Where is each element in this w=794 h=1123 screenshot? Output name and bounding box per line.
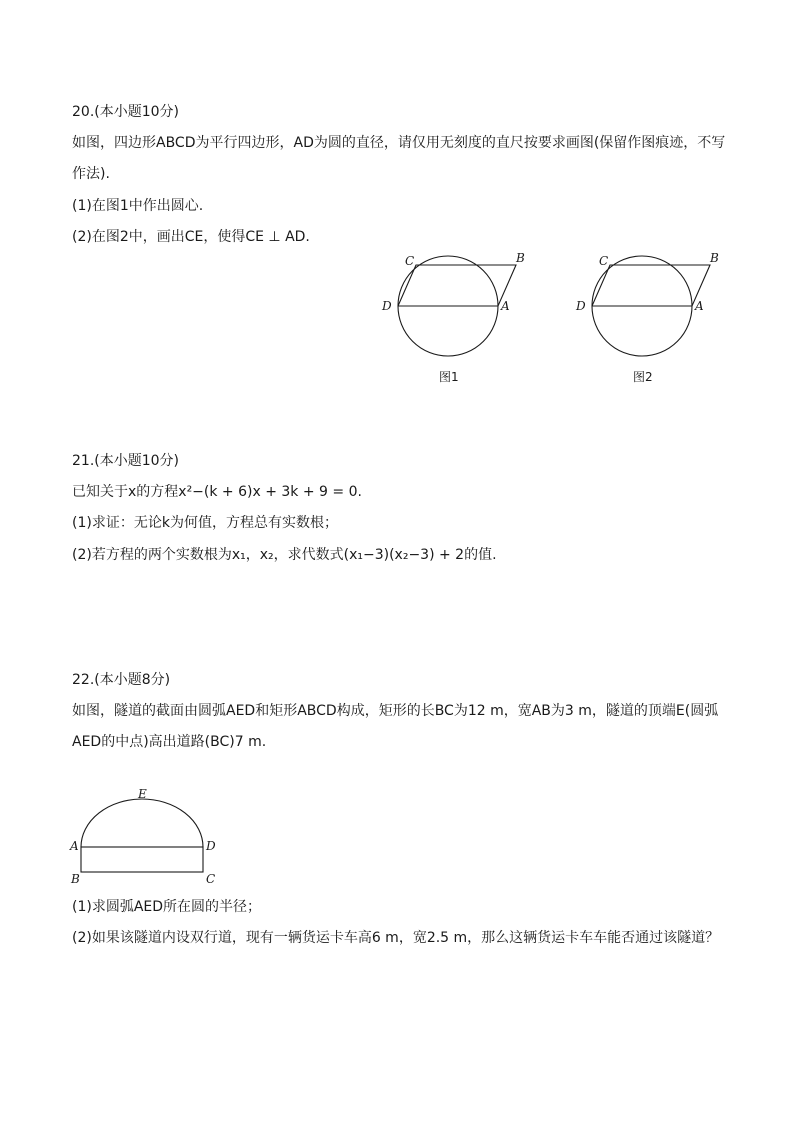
fig2-label-c: C bbox=[599, 254, 609, 268]
q21-part2: (2)若方程的两个实数根为x₁，x₂，求代数式(x₁−3)(x₂−3) + 2的值. bbox=[72, 547, 497, 563]
tunnel-label-e: E bbox=[138, 788, 147, 801]
tunnel-label-a: A bbox=[70, 839, 79, 853]
q22-part2: (2)如果该隧道内设双行道，现有一辆货运卡车高6 m，宽2.5 m，那么这辆货运卡车车能否通过该隧道？ bbox=[72, 930, 720, 946]
q21-part1: (1)求证：无论k为何值，方程总有实数根； bbox=[72, 515, 338, 531]
fig1-label-d: D bbox=[382, 299, 392, 313]
q20-stem-line2: 作法). bbox=[72, 166, 110, 182]
fig1-label-c: C bbox=[405, 254, 415, 268]
fig2-parallelogram bbox=[592, 265, 710, 306]
q22-stem-line1: 如图，隧道的截面由圆弧AED和矩形ABCD构成，矩形的长BC为12 m，宽AB为3 m，隧道的顶端E(圆弧 bbox=[72, 703, 719, 719]
q20-part2: (2)在图2中，画出CE，使得CE ⊥ AD. bbox=[72, 229, 310, 245]
tunnel-rectangle bbox=[81, 847, 203, 872]
fig1-parallelogram bbox=[398, 265, 516, 306]
q20-figure-1 bbox=[370, 245, 540, 390]
fig1-caption: 图1 bbox=[439, 370, 459, 384]
q20-figure-2 bbox=[565, 245, 735, 390]
q22-header: 22.(本小题8分) bbox=[72, 672, 171, 688]
q20-part1: (1)在图1中作出圆心. bbox=[72, 198, 204, 214]
q21-stem: 已知关于x的方程x²−(k + 6)x + 3k + 9 = 0. bbox=[72, 484, 362, 500]
q20-stem-line1: 如图，四边形ABCD为平行四边形，AD为圆的直径，请仅用无刻度的直尺按要求画图(保留作图痕迹，不写 bbox=[72, 135, 726, 151]
q20-header: 20.(本小题10分) bbox=[72, 104, 180, 120]
q22-stem-line2: AED的中点)高出道路(BC)7 m. bbox=[72, 734, 267, 750]
fig2-caption: 图2 bbox=[633, 370, 653, 384]
tunnel-label-c: C bbox=[206, 872, 216, 886]
tunnel-arc bbox=[81, 799, 203, 847]
fig1-label-a: A bbox=[501, 299, 510, 313]
q21-header: 21.(本小题10分) bbox=[72, 453, 180, 469]
q22-tunnel-figure bbox=[66, 788, 226, 888]
fig1-label-b: B bbox=[516, 251, 525, 265]
q22-part1: (1)求圆弧AED所在圆的半径； bbox=[72, 899, 262, 915]
fig2-label-a: A bbox=[695, 299, 704, 313]
tunnel-label-b: B bbox=[71, 872, 80, 886]
fig2-label-d: D bbox=[576, 299, 586, 313]
tunnel-label-d: D bbox=[206, 839, 216, 853]
fig2-label-b: B bbox=[710, 251, 719, 265]
